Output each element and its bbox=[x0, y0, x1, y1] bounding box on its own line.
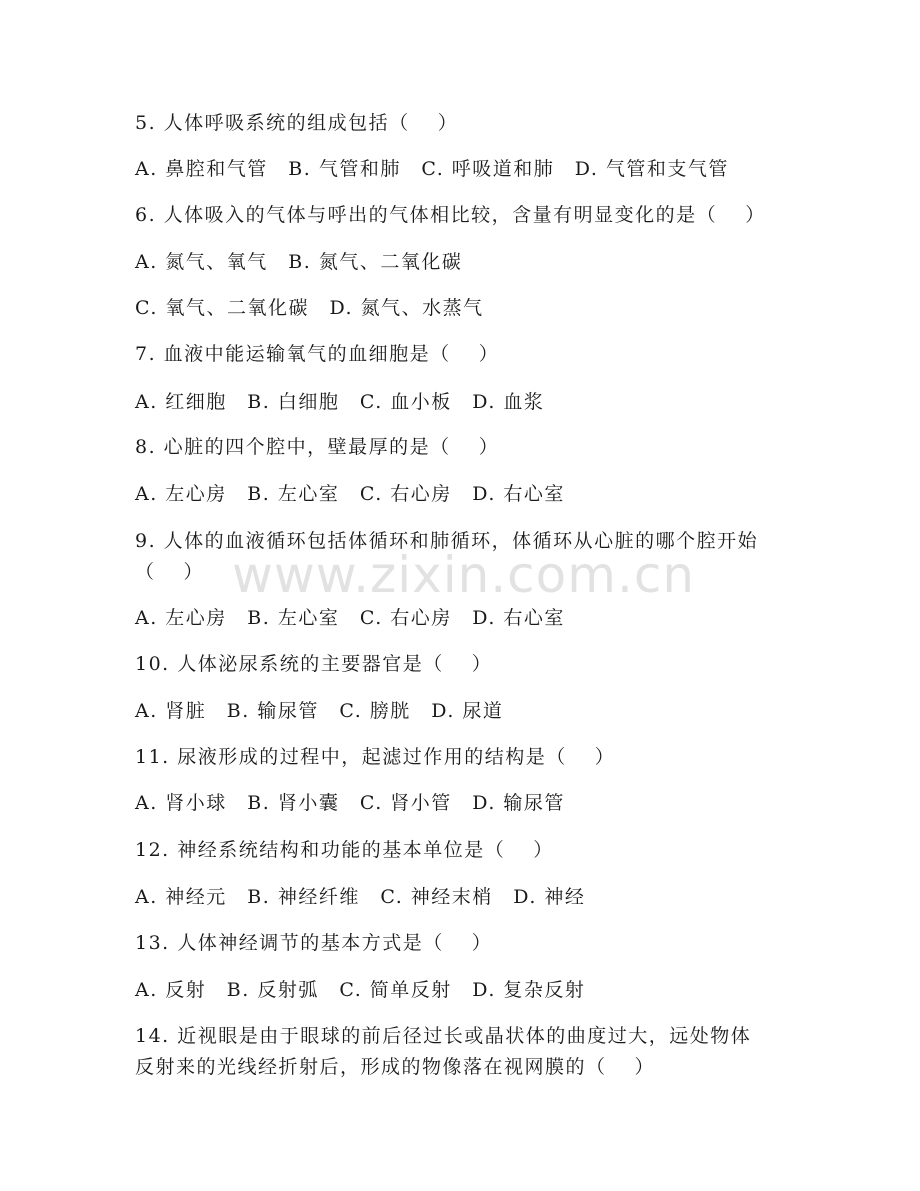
question-7-options: A. 红细胞 B. 白细胞 C. 血小板 D. 血浆 bbox=[135, 391, 545, 413]
question-13-options: A. 反射 B. 反射弧 C. 简单反射 D. 复杂反射 bbox=[135, 979, 586, 1001]
question-8-options: A. 左心房 B. 左心室 C. 右心房 D. 右心室 bbox=[135, 483, 565, 505]
question-13: 13. 人体神经调节的基本方式是（ ） bbox=[135, 932, 493, 954]
question-11-options: A. 肾小球 B. 肾小囊 C. 肾小管 D. 输尿管 bbox=[135, 792, 565, 814]
question-12-options: A. 神经元 B. 神经纤维 C. 神经末梢 D. 神经 bbox=[135, 886, 586, 908]
question-11: 11. 尿液形成的过程中，起滤过作用的结构是（ ） bbox=[135, 746, 616, 768]
question-6: 6. 人体吸入的气体与呼出的气体相比较，含量有明显变化的是（ ） bbox=[135, 204, 766, 226]
question-9-line-1: 9. 人体的血液循环包括体循环和肺循环，体循环从心脏的哪个腔开始 bbox=[135, 530, 759, 552]
question-14-line-2: 反射来的光线经折射后，形成的物像落在视网膜的（ ） bbox=[135, 1056, 656, 1078]
question-9-line-2: （ ） bbox=[135, 561, 205, 583]
question-9-options: A. 左心房 B. 左心室 C. 右心房 D. 右心室 bbox=[135, 607, 565, 629]
question-14-line-1: 14. 近视眼是由于眼球的前后径过长或晶状体的曲度过大，远处物体 bbox=[135, 1025, 752, 1047]
question-10-options: A. 肾脏 B. 输尿管 C. 膀胱 D. 尿道 bbox=[135, 700, 504, 722]
question-12: 12. 神经系统结构和功能的基本单位是（ ） bbox=[135, 839, 554, 861]
question-5: 5. 人体呼吸系统的组成包括（ ） bbox=[135, 112, 459, 134]
question-8: 8. 心脏的四个腔中，壁最厚的是（ ） bbox=[135, 436, 500, 458]
question-5-options: A. 鼻腔和气管 B. 气管和肺 C. 呼吸道和肺 D. 气管和支气管 bbox=[135, 158, 729, 180]
question-7: 7. 血液中能运输氧气的血细胞是（ ） bbox=[135, 343, 500, 365]
watermark: www.zixin.com.cn bbox=[232, 546, 696, 604]
question-10: 10. 人体泌尿系统的主要器官是（ ） bbox=[135, 653, 493, 675]
question-6-options-row-2: C. 氧气、二氧化碳 D. 氮气、水蒸气 bbox=[135, 297, 484, 319]
question-6-options-row-1: A. 氮气、氧气 B. 氮气、二氧化碳 bbox=[135, 251, 463, 273]
